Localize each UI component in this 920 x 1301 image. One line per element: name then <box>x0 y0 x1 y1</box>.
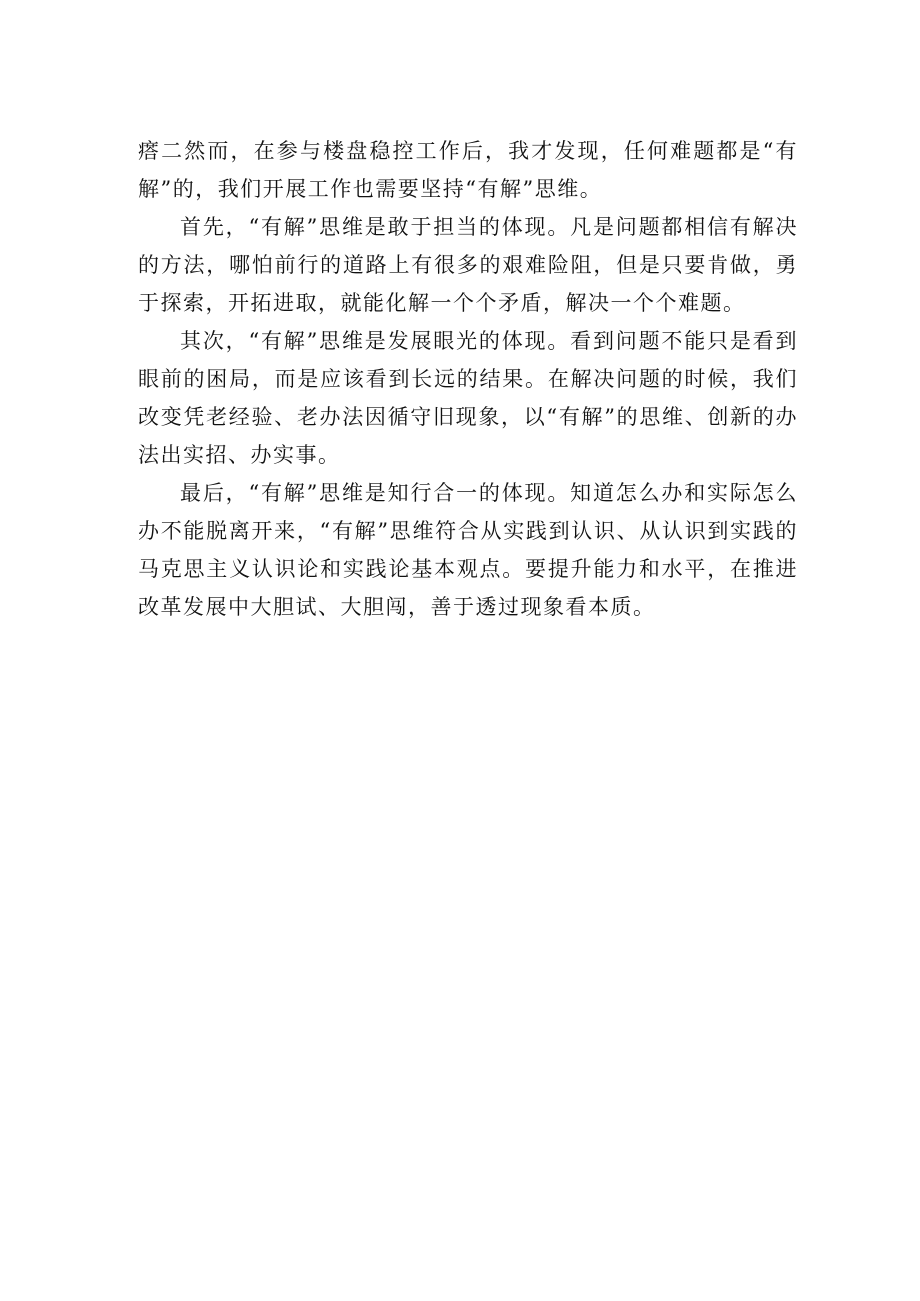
paragraph-first-point: 首先，“有解”思维是敢于担当的体现。凡是问题都相信有解决的方法，哪怕前行的道路上有很多的艰难险阻，但是只要肯做，勇于探索，开拓进取，就能化解一个个矛盾，解决一个个难题。 <box>138 215 798 315</box>
document-body <box>138 132 798 626</box>
paragraph-continuation: 瘩二然而，在参与楼盘稳控工作后，我才发现，任何难题都是“有解”的，我们开展工作也需要坚持“有解”思维。 <box>138 139 798 201</box>
paragraph-second-point: 其次，“有解”思维是发展眼光的体现。看到问题不能只是看到眼前的困局，而是应该看到长远的结果。在解决问题的时候，我们改变凭老经验、老办法因循守旧现象，以“有解”的思维、创新的办法出实招、办实事。 <box>138 329 798 467</box>
paragraph-third-point: 最后，“有解”思维是知行合一的体现。知道怎么办和实际怎么办不能脱离开来，“有解”思维符合从实践到认识、从认识到实践的马克思主义认识论和实践论基本观点。要提升能力和水平，在推进改革发展中大胆试、大胆闯，善于透过现象看本质。 <box>138 481 798 619</box>
